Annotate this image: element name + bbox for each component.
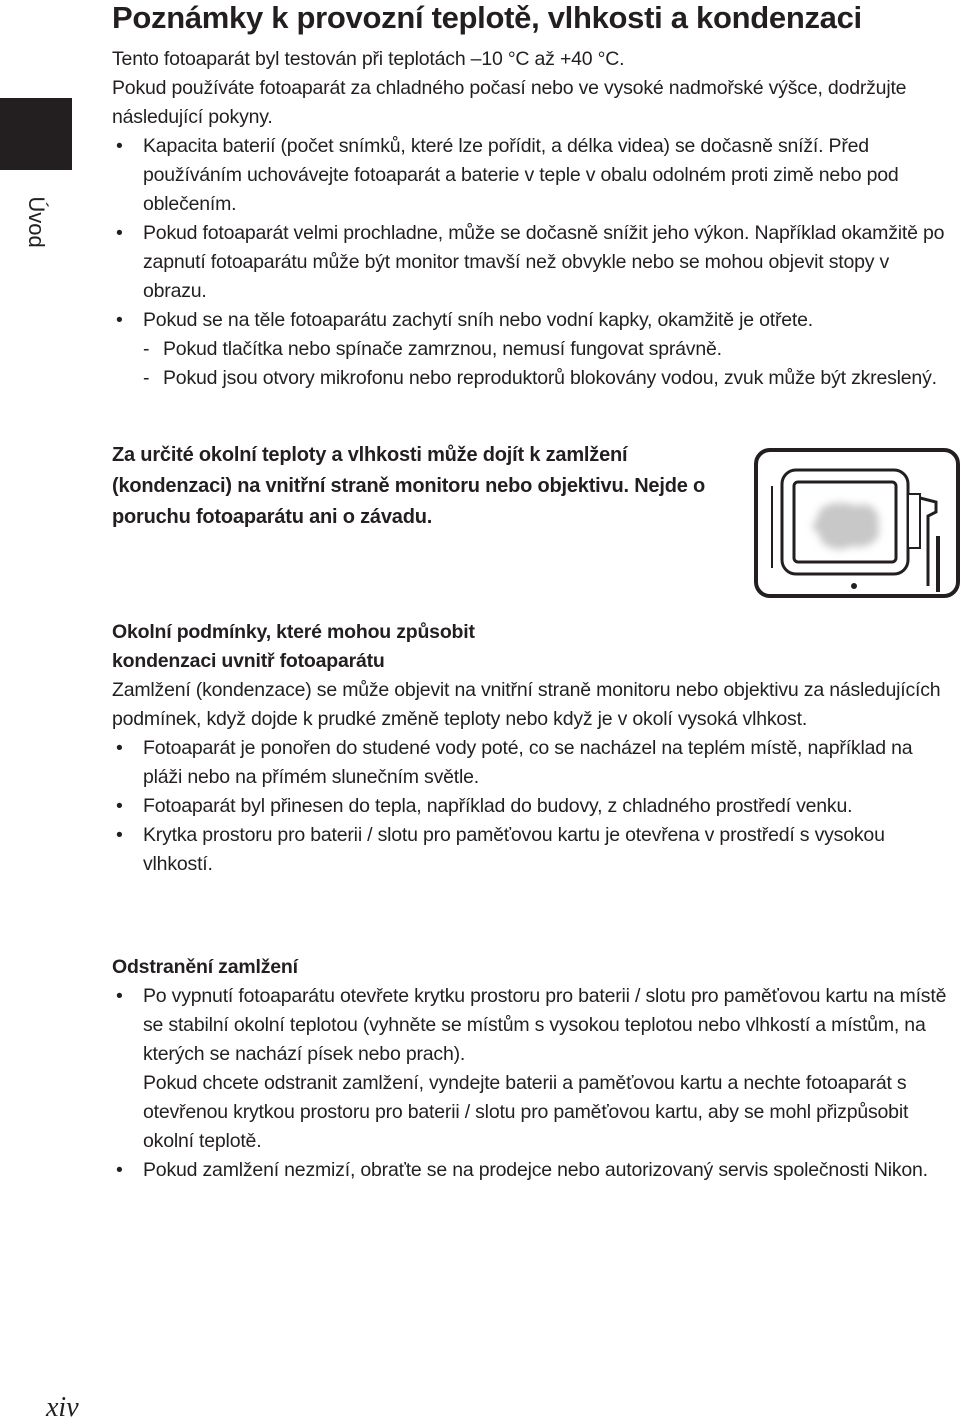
list-item: • Fotoaparát byl přinesen do tepla, například do budovy, z chladného prostředí venku. [112, 792, 952, 821]
dash-mark: - [143, 338, 150, 360]
page-title: Poznámky k provozní teplotě, vlhkosti a kondenzaci [112, 0, 862, 35]
intro-line: Tento fotoaparát byl testován při teplotách –10 °C až +40 °C. [112, 48, 625, 70]
dash-item-text: Pokud tlačítka nebo spínače zamrznou, nemusí fungovat správně. [163, 338, 722, 360]
list-item: • Pokud se na těle fotoaparátu zachytí sníh nebo vodní kapky, okamžitě je otřete. [112, 306, 952, 335]
section-tab-block [0, 98, 72, 170]
dash-list-item [112, 335, 952, 364]
list-item-continuation: Pokud chcete odstranit zamlžení, vyndejte baterii a paměťovou kartu a nechte fotoaparát s otevřenou krytkou prostoru pro baterii / slotu pro paměťovou kartu, aby se mohl přizpůsobit okolní teplotě. [143, 1072, 909, 1152]
conditions-text: Zamlžení (kondenzace) se může objevit na vnitřní straně monitoru nebo objektivu za následujících podmínek, když dojde k prudké změně teploty nebo když je v okolí vysoká vlhkost. [112, 679, 941, 730]
list-item: • Pokud fotoaparát velmi prochladne, může se dočasně snížit jeho výkon. Například okamžitě po zapnutí fotoaparátu může být monitor tmavší než obvykle nebo se mohou objevit stopy v obrazu. [112, 219, 952, 306]
list-item: • Fotoaparát je ponořen do studené vody poté, co se nacházel na teplém místě, například na pláži nebo na přímém slunečním světle. [112, 734, 952, 792]
condensation-warning: Za určité okolní teploty a vlhkosti může dojít k zamlžení (kondenzaci) na vnitřní straně monitoru nebo objektivu. Nejde o poruchu fotoaparátu ani o závadu. [112, 444, 706, 528]
dash-mark: - [143, 367, 150, 389]
intro-section [112, 45, 952, 393]
removal-section [112, 953, 952, 1185]
list-item: • Kapacita baterií (počet snímků, které lze pořídit, a délka videa) se dočasně sníží. Před používáním uchovávejte fotoaparát a baterie v teple v obalu odolném proti zimě nebo pod oblečením. [112, 132, 952, 219]
section-tab-label: Úvod [24, 196, 49, 248]
list-item: • Krytka prostoru pro baterii / slotu pro paměťovou kartu je otevřena v prostředí s vysokou vlhkostí. [112, 821, 952, 879]
dash-item-text: Pokud jsou otvory mikrofonu nebo reproduktorů blokovány vodou, zvuk může být zkreslený. [163, 367, 937, 389]
conditions-heading: Okolní podmínky, které mohou způsobit kondenzaci uvnitř fotoaparátu [112, 621, 475, 672]
removal-bullet-list [112, 982, 952, 1185]
intro-bullet-list [112, 132, 952, 393]
list-item [112, 1156, 952, 1185]
removal-heading: Odstranění zamlžení [112, 956, 298, 978]
conditions-section [112, 618, 952, 879]
dash-list-item [112, 364, 952, 393]
list-item [112, 982, 952, 1156]
camera-monitor-condensation-illustration [752, 446, 960, 600]
conditions-bullet-list [112, 734, 952, 879]
list-item-text: Pokud zamlžení nezmizí, obraťte se na prodejce nebo autorizovaný servis společnosti Nikon. [143, 1159, 928, 1181]
list-item-text: Po vypnutí fotoaparátu otevřete krytku prostoru pro baterii / slotu pro paměťovou kartu na místě se stabilní okolní teplotou (vyhněte se místům s vysokou teplotou nebo vlhkostí a místům, na kterých se nachází písek nebo prach). [143, 985, 947, 1065]
page-number: xiv [46, 1392, 79, 1423]
intro-line: Pokud používáte fotoaparát za chladného počasí nebo ve vysoké nadmořské výšce, dodržujte následující pokyny. [112, 77, 907, 128]
